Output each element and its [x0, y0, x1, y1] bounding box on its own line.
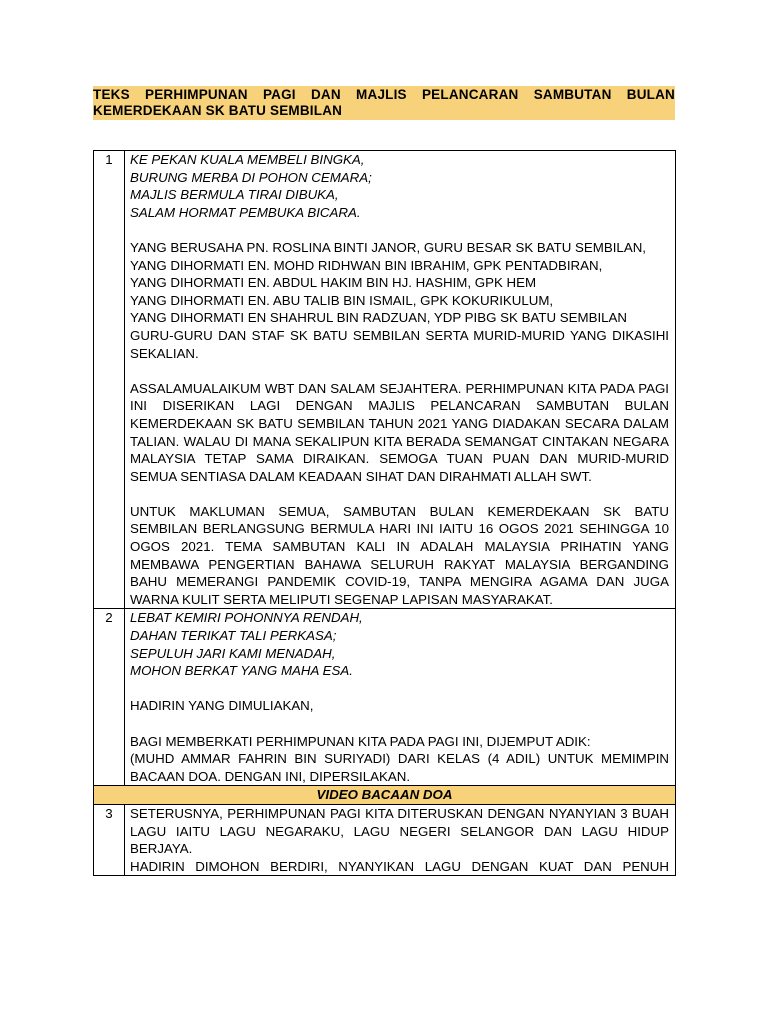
greeting-line: YANG DIHORMATI EN. ABDUL HAKIM BIN HJ. HASHIM, GPK HEM — [130, 275, 537, 291]
pantun-line: SEPULUH JARI KAMI MENADAH, — [130, 645, 336, 661]
row-number: 3 — [94, 804, 125, 875]
pantun-line: LEBAT KEMIRI POHONNYA RENDAH, — [130, 610, 363, 626]
greeting-line: YANG DIHORMATI EN SHAHRUL BIN RADZUAN, YDP PIBG SK BATU SEMBILAN — [130, 310, 628, 326]
greeting-line: YANG DIHORMATI EN. ABU TALIB BIN ISMAIL, GPK KOKURIKULUM, — [130, 292, 554, 308]
row-content — [125, 609, 676, 786]
pantun-line: MAJLIS BERMULA TIRAI DIBUKA, — [130, 187, 339, 203]
greeting-lead: YANG BERUSAHA PN. ROSLINA BINTI JANOR, GURU BESAR SK BATU SEMBILAN, — [130, 239, 646, 255]
address-line: HADIRIN YANG DIMULIAKAN, — [130, 698, 314, 714]
paragraph: ASSALAMUALAIKUM WBT DAN SALAM SEJAHTERA. PERHIMPUNAN KITA PADA PAGI INI DISERIKAN LAGI DENGAN MAJLIS PELANCARAN SAMBUTAN BULAN KEMERDEKAAN SK BATU SEMBILAN TAHUN 2021 YANG DIADAKAN SECARA DALAM TALIAN. WALAU DI MANA SEKALIPUN KITA BERADA SEMANGAT CINTAKAN NEGARA MALAYSIA TETAP SAMA DIRAIKAN. SEMOGA TUAN PUAN DAN MURID-MURID SEMUA SENTIASA DALAM KEADAAN SIHAT DAN DIRAHMATI ALLAH SWT. — [130, 380, 669, 484]
invite-text: (MUHD AMMAR FAHRIN BIN SURIYADI) DARI KELAS (4 ADIL) UNTUK MEMIMPIN BACAAN DOA. DENGAN INI, DIPERSILAKAN. — [130, 751, 669, 784]
banner-row — [94, 786, 676, 805]
pantun-line: DAHAN TERIKAT TALI PERKASA; — [130, 628, 337, 644]
table-row — [94, 804, 676, 875]
document-title: TEKS PERHIMPUNAN PAGI DAN MAJLIS PELANCARAN SAMBUTAN BULAN KEMERDEKAAN SK BATU SEMBILAN — [93, 87, 675, 118]
pantun-line: BURUNG MERBA DI POHON CEMARA; — [130, 169, 372, 185]
video-banner: VIDEO BACAAN DOA — [94, 786, 676, 805]
row-content — [125, 151, 676, 609]
table-row — [94, 151, 676, 609]
row-number: 1 — [94, 151, 125, 609]
pantun-line: MOHON BERKAT YANG MAHA ESA. — [130, 663, 353, 679]
content-table — [93, 150, 676, 876]
greeting-tail: GURU-GURU DAN STAF SK BATU SEMBILAN SERTA MURID-MURID YANG DIKASIHI SEKALIAN. — [130, 327, 669, 361]
paragraph: UNTUK MAKLUMAN SEMUA, SAMBUTAN BULAN KEMERDEKAAN SK BATU SEMBILAN BERLANGSUNG BERMULA HARI INI IAITU 16 OGOS 2021 SEHINGGA 10 OGOS 2021. TEMA SAMBUTAN KALI IN ADALAH MALAYSIA PRIHATIN YANG MEMBAWA PENGERTIAN BAHAWA SELURUH RAKYAT MALAYSIA BERGANDING BAHU MEMERANGI PANDEMIK COVID-19, TANPA MENGIRA AGAMA DAN JUGA WARNA KULIT SERTA MELIPUTI SEGENAP LAPISAN MASYARAKAT. — [130, 503, 669, 607]
greeting-line: YANG DIHORMATI EN. MOHD RIDHWAN BIN IBRAHIM, GPK PENTADBIRAN, — [130, 257, 603, 273]
paragraph-cutoff: HADIRIN DIMOHON BERDIRI, NYANYIKAN LAGU DENGAN KUAT DAN PENUH — [130, 858, 669, 874]
table-row — [94, 609, 676, 786]
pantun-line: KE PEKAN KUALA MEMBELI BINGKA, — [130, 152, 365, 167]
pantun-line: SALAM HORMAT PEMBUKA BICARA. — [130, 204, 361, 220]
paragraph: SETERUSNYA, PERHIMPUNAN PAGI KITA DITERUSKAN DENGAN NYANYIAN 3 BUAH LAGU IAITU LAGU NEGARAKU, LAGU NEGERI SELANGOR DAN LAGU HIDUP BERJAYA. — [130, 805, 669, 857]
invite-line: BAGI MEMBERKATI PERHIMPUNAN KITA PADA PAGI INI, DIJEMPUT ADIK: — [130, 733, 591, 749]
row-content — [125, 804, 676, 875]
row-number: 2 — [94, 609, 125, 786]
